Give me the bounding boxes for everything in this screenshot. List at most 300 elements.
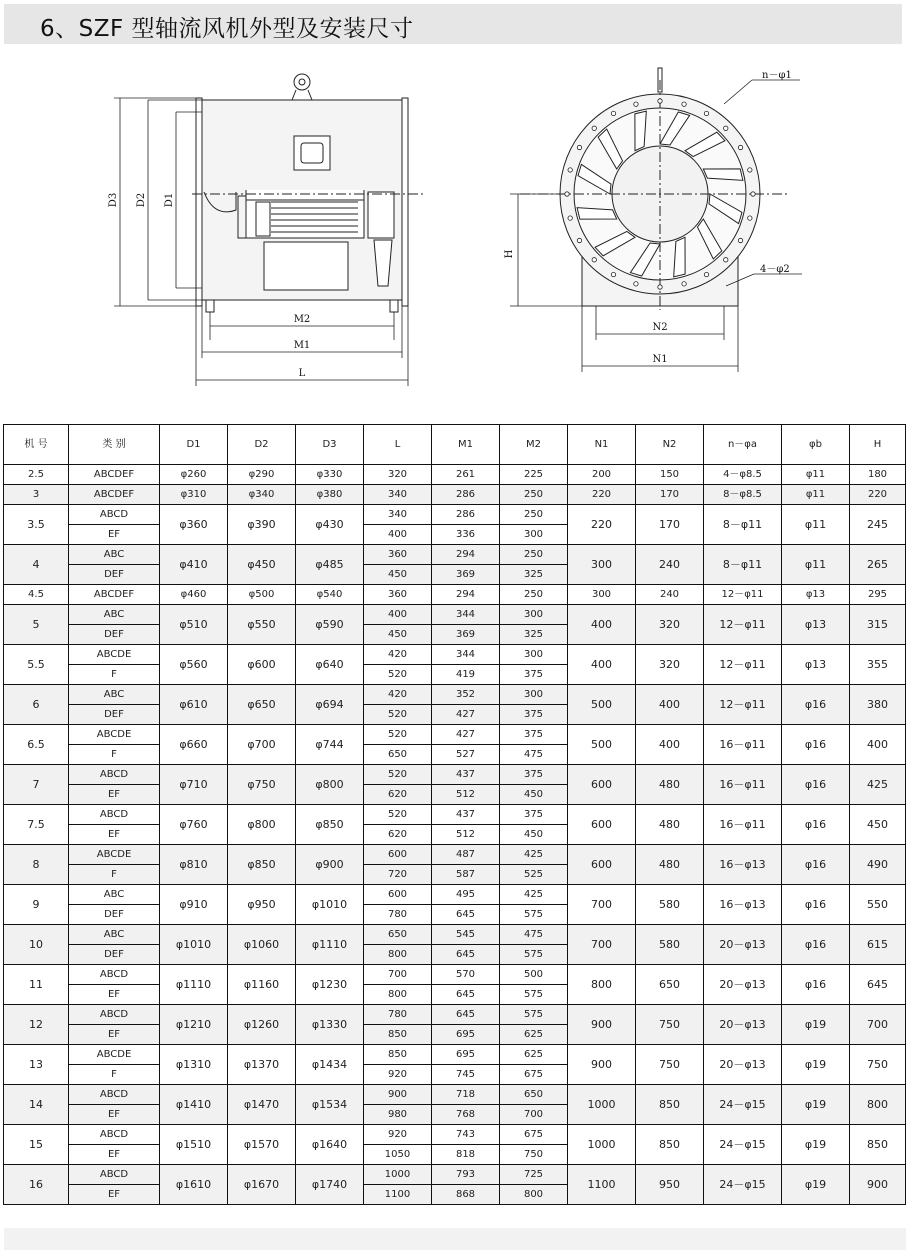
d2-cell: φ290 <box>228 465 296 485</box>
n-phia-cell: 20－φ13 <box>704 965 782 1005</box>
table-row <box>4 725 906 745</box>
m2-cell: 525 <box>500 865 568 885</box>
n-phia-cell: 12－φ11 <box>704 605 782 645</box>
d1-cell: φ660 <box>160 725 228 765</box>
category-cell: ABCD <box>69 805 160 825</box>
category-cell: EF <box>69 525 160 545</box>
h-cell: 615 <box>850 925 906 965</box>
d1-cell: φ1110 <box>160 965 228 1005</box>
m2-cell: 375 <box>500 805 568 825</box>
category-cell: F <box>69 865 160 885</box>
table-row <box>4 965 906 985</box>
phib-cell: φ16 <box>782 685 850 725</box>
column-header: M2 <box>500 425 568 465</box>
d2-cell: φ550 <box>228 605 296 645</box>
m2-cell: 375 <box>500 705 568 725</box>
m2-cell: 725 <box>500 1165 568 1185</box>
bolt-hole <box>565 192 569 196</box>
category-cell: DEF <box>69 945 160 965</box>
d2-cell: φ600 <box>228 645 296 685</box>
n1-cell: 1100 <box>568 1165 636 1205</box>
l-cell: 360 <box>364 545 432 565</box>
n-phia-cell: 20－φ13 <box>704 1045 782 1085</box>
category-cell: EF <box>69 985 160 1005</box>
dimension-table <box>3 424 906 1205</box>
bolt-hole <box>682 282 686 286</box>
l-cell: 780 <box>364 1005 432 1025</box>
d3-cell: φ1010 <box>296 885 364 925</box>
d1-cell: φ560 <box>160 645 228 685</box>
l-cell: 920 <box>364 1065 432 1085</box>
l-cell: 800 <box>364 945 432 965</box>
table-header-row <box>4 425 906 465</box>
m1-cell: 437 <box>432 765 500 785</box>
m1-cell: 427 <box>432 725 500 745</box>
category-cell: ABCD <box>69 1085 160 1105</box>
h-cell: 750 <box>850 1045 906 1085</box>
m2-cell: 575 <box>500 945 568 965</box>
d2-cell: φ1060 <box>228 925 296 965</box>
n-phia-cell: 24－φ15 <box>704 1125 782 1165</box>
l-cell: 650 <box>364 745 432 765</box>
impeller-blade <box>703 169 743 180</box>
l-cell: 720 <box>364 865 432 885</box>
table-row <box>4 605 906 625</box>
n2-cell: 850 <box>636 1125 704 1165</box>
n-phia-cell: 8－φ11 <box>704 505 782 545</box>
d2-cell: φ850 <box>228 845 296 885</box>
machine-no-cell: 7 <box>4 765 69 805</box>
m2-cell: 675 <box>500 1125 568 1145</box>
d1-cell: φ1010 <box>160 925 228 965</box>
machine-no-cell: 9 <box>4 885 69 925</box>
m2-cell: 500 <box>500 965 568 985</box>
column-header: L <box>364 425 432 465</box>
m2-cell: 375 <box>500 665 568 685</box>
m2-cell: 300 <box>500 645 568 665</box>
n1-cell: 800 <box>568 965 636 1005</box>
column-header: N2 <box>636 425 704 465</box>
machine-no-cell: 7.5 <box>4 805 69 845</box>
table-row <box>4 845 906 865</box>
n-phia-cell: 8－φ11 <box>704 545 782 585</box>
n-phia-cell: 12－φ11 <box>704 685 782 725</box>
m1-cell: 286 <box>432 505 500 525</box>
n1-label: N1 <box>652 354 668 365</box>
d2-cell: φ1160 <box>228 965 296 1005</box>
d3-cell: φ744 <box>296 725 364 765</box>
l-cell: 620 <box>364 785 432 805</box>
d2-cell: φ800 <box>228 805 296 845</box>
n1-cell: 900 <box>568 1045 636 1085</box>
n2-label: N2 <box>652 322 668 333</box>
table-row <box>4 585 906 605</box>
m1-cell: 512 <box>432 825 500 845</box>
d2-cell: φ1260 <box>228 1005 296 1045</box>
l-cell: 850 <box>364 1025 432 1045</box>
category-cell: ABCD <box>69 1125 160 1145</box>
m1-cell: 695 <box>432 1045 500 1065</box>
h-cell: 490 <box>850 845 906 885</box>
front-view-drawing <box>490 60 810 380</box>
n1-cell: 500 <box>568 685 636 725</box>
l-cell: 420 <box>364 645 432 665</box>
m1-cell: 718 <box>432 1085 500 1105</box>
n1-cell: 300 <box>568 545 636 585</box>
m1-cell: 261 <box>432 465 500 485</box>
column-header: 类 别 <box>69 425 160 465</box>
d2-cell: φ1470 <box>228 1085 296 1125</box>
bolt-hole <box>592 126 596 130</box>
n2-cell: 580 <box>636 885 704 925</box>
m1-cell: 645 <box>432 945 500 965</box>
d1-cell: φ1410 <box>160 1085 228 1125</box>
h-cell: 425 <box>850 765 906 805</box>
d3-cell: φ1110 <box>296 925 364 965</box>
m1-cell: 495 <box>432 885 500 905</box>
column-header: H <box>850 425 906 465</box>
phib-cell: φ13 <box>782 605 850 645</box>
machine-no-cell: 5 <box>4 605 69 645</box>
m2-cell: 250 <box>500 485 568 505</box>
m2-cell: 675 <box>500 1065 568 1085</box>
l-cell: 1100 <box>364 1185 432 1205</box>
category-cell: ABCD <box>69 765 160 785</box>
m1-cell: 695 <box>432 1025 500 1045</box>
m1-cell: 369 <box>432 565 500 585</box>
machine-no-cell: 6.5 <box>4 725 69 765</box>
h-cell: 550 <box>850 885 906 925</box>
l-cell: 360 <box>364 585 432 605</box>
column-header: n－φa <box>704 425 782 465</box>
d2-cell: φ950 <box>228 885 296 925</box>
phib-cell: φ19 <box>782 1125 850 1165</box>
d2-cell: φ390 <box>228 505 296 545</box>
m2-cell: 625 <box>500 1025 568 1045</box>
m2-cell: 575 <box>500 1005 568 1025</box>
m2-cell: 300 <box>500 525 568 545</box>
h-cell: 900 <box>850 1165 906 1205</box>
l-cell: 650 <box>364 925 432 945</box>
machine-no-cell: 11 <box>4 965 69 1005</box>
d1-cell: φ1310 <box>160 1045 228 1085</box>
column-header: 机 号 <box>4 425 69 465</box>
l-cell: 850 <box>364 1045 432 1065</box>
h-cell: 295 <box>850 585 906 605</box>
m2-cell: 800 <box>500 1185 568 1205</box>
machine-no-cell: 3.5 <box>4 505 69 545</box>
bolt-hole <box>577 238 581 242</box>
d1-cell: φ760 <box>160 805 228 845</box>
h-cell: 645 <box>850 965 906 1005</box>
h-label: H <box>504 249 515 259</box>
phib-cell: φ16 <box>782 725 850 765</box>
n2-cell: 480 <box>636 765 704 805</box>
n1-cell: 1000 <box>568 1085 636 1125</box>
category-cell: EF <box>69 1105 160 1125</box>
category-cell: EF <box>69 1185 160 1205</box>
d1-cell: φ910 <box>160 885 228 925</box>
n2-cell: 170 <box>636 485 704 505</box>
l-cell: 400 <box>364 525 432 545</box>
table-row <box>4 645 906 665</box>
n-phia-cell: 16－φ13 <box>704 845 782 885</box>
n2-cell: 170 <box>636 505 704 545</box>
d3-cell: φ800 <box>296 765 364 805</box>
h-cell: 700 <box>850 1005 906 1045</box>
bottom-band <box>4 1228 906 1250</box>
phib-cell: φ13 <box>782 645 850 685</box>
column-header: D3 <box>296 425 364 465</box>
n2-cell: 650 <box>636 965 704 1005</box>
machine-no-cell: 4.5 <box>4 585 69 605</box>
l-cell: 320 <box>364 465 432 485</box>
m2-cell: 450 <box>500 825 568 845</box>
m1-cell: 294 <box>432 585 500 605</box>
n2-cell: 400 <box>636 685 704 725</box>
m1-cell: 369 <box>432 625 500 645</box>
m2-cell: 700 <box>500 1105 568 1125</box>
d2-cell: φ500 <box>228 585 296 605</box>
m1-cell: 344 <box>432 645 500 665</box>
bolt-hole <box>577 145 581 149</box>
table-row <box>4 925 906 945</box>
table-row <box>4 1045 906 1065</box>
n-phia-cell: 16－φ11 <box>704 805 782 845</box>
category-cell: DEF <box>69 565 160 585</box>
m2-cell: 250 <box>500 545 568 565</box>
m1-cell: 645 <box>432 905 500 925</box>
n1-cell: 220 <box>568 485 636 505</box>
n1-cell: 400 <box>568 645 636 685</box>
m1-cell: 818 <box>432 1145 500 1165</box>
d1-cell: φ410 <box>160 545 228 585</box>
n-phi1-label: n－φ1 <box>762 70 792 81</box>
machine-no-cell: 12 <box>4 1005 69 1045</box>
n2-cell: 750 <box>636 1005 704 1045</box>
l-cell: 520 <box>364 805 432 825</box>
column-header: φb <box>782 425 850 465</box>
n2-cell: 320 <box>636 645 704 685</box>
m2-cell: 425 <box>500 845 568 865</box>
d3-cell: φ1330 <box>296 1005 364 1045</box>
machine-no-cell: 13 <box>4 1045 69 1085</box>
l-cell: 520 <box>364 725 432 745</box>
page-title: 6、SZF 型轴流风机外型及安装尺寸 <box>40 16 414 42</box>
h-cell: 265 <box>850 545 906 585</box>
table-row <box>4 485 906 505</box>
n1-cell: 600 <box>568 805 636 845</box>
n1-cell: 700 <box>568 925 636 965</box>
d3-cell: φ540 <box>296 585 364 605</box>
n1-cell: 700 <box>568 885 636 925</box>
side-view-drawing <box>96 60 426 396</box>
phib-cell: φ16 <box>782 925 850 965</box>
m2-cell: 625 <box>500 1045 568 1065</box>
m2-cell: 225 <box>500 465 568 485</box>
d2-cell: φ700 <box>228 725 296 765</box>
bolt-hole <box>748 216 752 220</box>
category-cell: ABC <box>69 885 160 905</box>
table-row <box>4 805 906 825</box>
m2-cell: 325 <box>500 565 568 585</box>
m2-cell: 325 <box>500 625 568 645</box>
phib-cell: φ16 <box>782 805 850 845</box>
m1-cell: 743 <box>432 1125 500 1145</box>
d2-label: D2 <box>136 192 147 208</box>
l-cell: 780 <box>364 905 432 925</box>
table-row <box>4 765 906 785</box>
bolt-hole <box>704 272 708 276</box>
m2-cell: 250 <box>500 505 568 525</box>
d1-cell: φ710 <box>160 765 228 805</box>
d2-cell: φ450 <box>228 545 296 585</box>
phib-cell: φ16 <box>782 965 850 1005</box>
d1-cell: φ460 <box>160 585 228 605</box>
h-cell: 400 <box>850 725 906 765</box>
category-cell: ABC <box>69 685 160 705</box>
d1-cell: φ510 <box>160 605 228 645</box>
column-header: D1 <box>160 425 228 465</box>
bolt-hole <box>611 272 615 276</box>
bolt-hole <box>568 216 572 220</box>
n2-cell: 240 <box>636 585 704 605</box>
h-cell: 355 <box>850 645 906 685</box>
bolt-hole <box>748 168 752 172</box>
n-phia-cell: 20－φ13 <box>704 925 782 965</box>
bolt-hole <box>724 126 728 130</box>
bolt-hole <box>658 285 662 289</box>
m1-cell: 419 <box>432 665 500 685</box>
category-cell: ABCDEF <box>69 465 160 485</box>
m1-cell: 336 <box>432 525 500 545</box>
table-row <box>4 1125 906 1145</box>
n2-cell: 240 <box>636 545 704 585</box>
l-cell: 450 <box>364 625 432 645</box>
machine-no-cell: 14 <box>4 1085 69 1125</box>
m1-cell: 745 <box>432 1065 500 1085</box>
category-cell: ABC <box>69 925 160 945</box>
machine-no-cell: 16 <box>4 1165 69 1205</box>
table-row <box>4 545 906 565</box>
n-phia-cell: 12－φ11 <box>704 585 782 605</box>
h-cell: 850 <box>850 1125 906 1165</box>
n1-cell: 600 <box>568 765 636 805</box>
phib-cell: φ16 <box>782 885 850 925</box>
column-header: D2 <box>228 425 296 465</box>
phib-cell: φ11 <box>782 505 850 545</box>
d1-cell: φ360 <box>160 505 228 545</box>
n2-cell: 850 <box>636 1085 704 1125</box>
n1-cell: 600 <box>568 845 636 885</box>
n1-cell: 900 <box>568 1005 636 1045</box>
m1-cell: 645 <box>432 985 500 1005</box>
category-cell: F <box>69 745 160 765</box>
phib-cell: φ11 <box>782 485 850 505</box>
category-cell: ABCDE <box>69 645 160 665</box>
category-cell: EF <box>69 1145 160 1165</box>
m1-cell: 512 <box>432 785 500 805</box>
category-cell: DEF <box>69 905 160 925</box>
phib-cell: φ19 <box>782 1165 850 1205</box>
bolt-hole <box>592 258 596 262</box>
phib-cell: φ19 <box>782 1085 850 1125</box>
m2-cell: 575 <box>500 985 568 1005</box>
table-row <box>4 885 906 905</box>
bolt-hole <box>724 258 728 262</box>
d3-cell: φ590 <box>296 605 364 645</box>
category-cell: ABCDE <box>69 845 160 865</box>
n2-cell: 750 <box>636 1045 704 1085</box>
m1-cell: 793 <box>432 1165 500 1185</box>
d3-cell: φ694 <box>296 685 364 725</box>
d3-cell: φ640 <box>296 645 364 685</box>
table-row <box>4 505 906 525</box>
m2-cell: 650 <box>500 1085 568 1105</box>
bolt-hole <box>682 102 686 106</box>
l-cell: 600 <box>364 885 432 905</box>
d3-cell: φ1740 <box>296 1165 364 1205</box>
d1-cell: φ1210 <box>160 1005 228 1045</box>
n-phia-cell: 4－φ8.5 <box>704 465 782 485</box>
n1-cell: 400 <box>568 605 636 645</box>
n1-cell: 220 <box>568 505 636 545</box>
n2-cell: 400 <box>636 725 704 765</box>
l-cell: 520 <box>364 665 432 685</box>
n1-cell: 200 <box>568 465 636 485</box>
m1-cell: 570 <box>432 965 500 985</box>
m1-cell: 352 <box>432 685 500 705</box>
m2-cell: 375 <box>500 765 568 785</box>
m1-cell: 768 <box>432 1105 500 1125</box>
phib-cell: φ16 <box>782 765 850 805</box>
d2-cell: φ1670 <box>228 1165 296 1205</box>
category-cell: ABCDE <box>69 725 160 745</box>
d2-cell: φ1370 <box>228 1045 296 1085</box>
h-cell: 180 <box>850 465 906 485</box>
m2-cell: 250 <box>500 585 568 605</box>
d3-cell: φ1230 <box>296 965 364 1005</box>
h-cell: 450 <box>850 805 906 845</box>
l-cell: 1050 <box>364 1145 432 1165</box>
d3-cell: φ330 <box>296 465 364 485</box>
m2-cell: 575 <box>500 905 568 925</box>
bolt-hole <box>611 111 615 115</box>
bolt-hole <box>568 168 572 172</box>
m2-cell: 425 <box>500 885 568 905</box>
l-cell: 520 <box>364 705 432 725</box>
d3-cell: φ380 <box>296 485 364 505</box>
l-cell: 340 <box>364 485 432 505</box>
l-cell: 900 <box>364 1085 432 1105</box>
n-phia-cell: 12－φ11 <box>704 645 782 685</box>
bolt-hole <box>738 145 742 149</box>
impeller-blade <box>635 111 646 151</box>
n1-cell: 500 <box>568 725 636 765</box>
table-row <box>4 1085 906 1105</box>
n2-cell: 950 <box>636 1165 704 1205</box>
m1-cell: 344 <box>432 605 500 625</box>
l-cell: 400 <box>364 605 432 625</box>
h-cell: 800 <box>850 1085 906 1125</box>
m2-cell: 375 <box>500 725 568 745</box>
category-cell: ABCD <box>69 1165 160 1185</box>
m2-cell: 300 <box>500 685 568 705</box>
h-cell: 380 <box>850 685 906 725</box>
table-row <box>4 1165 906 1185</box>
machine-no-cell: 4 <box>4 545 69 585</box>
m1-cell: 437 <box>432 805 500 825</box>
